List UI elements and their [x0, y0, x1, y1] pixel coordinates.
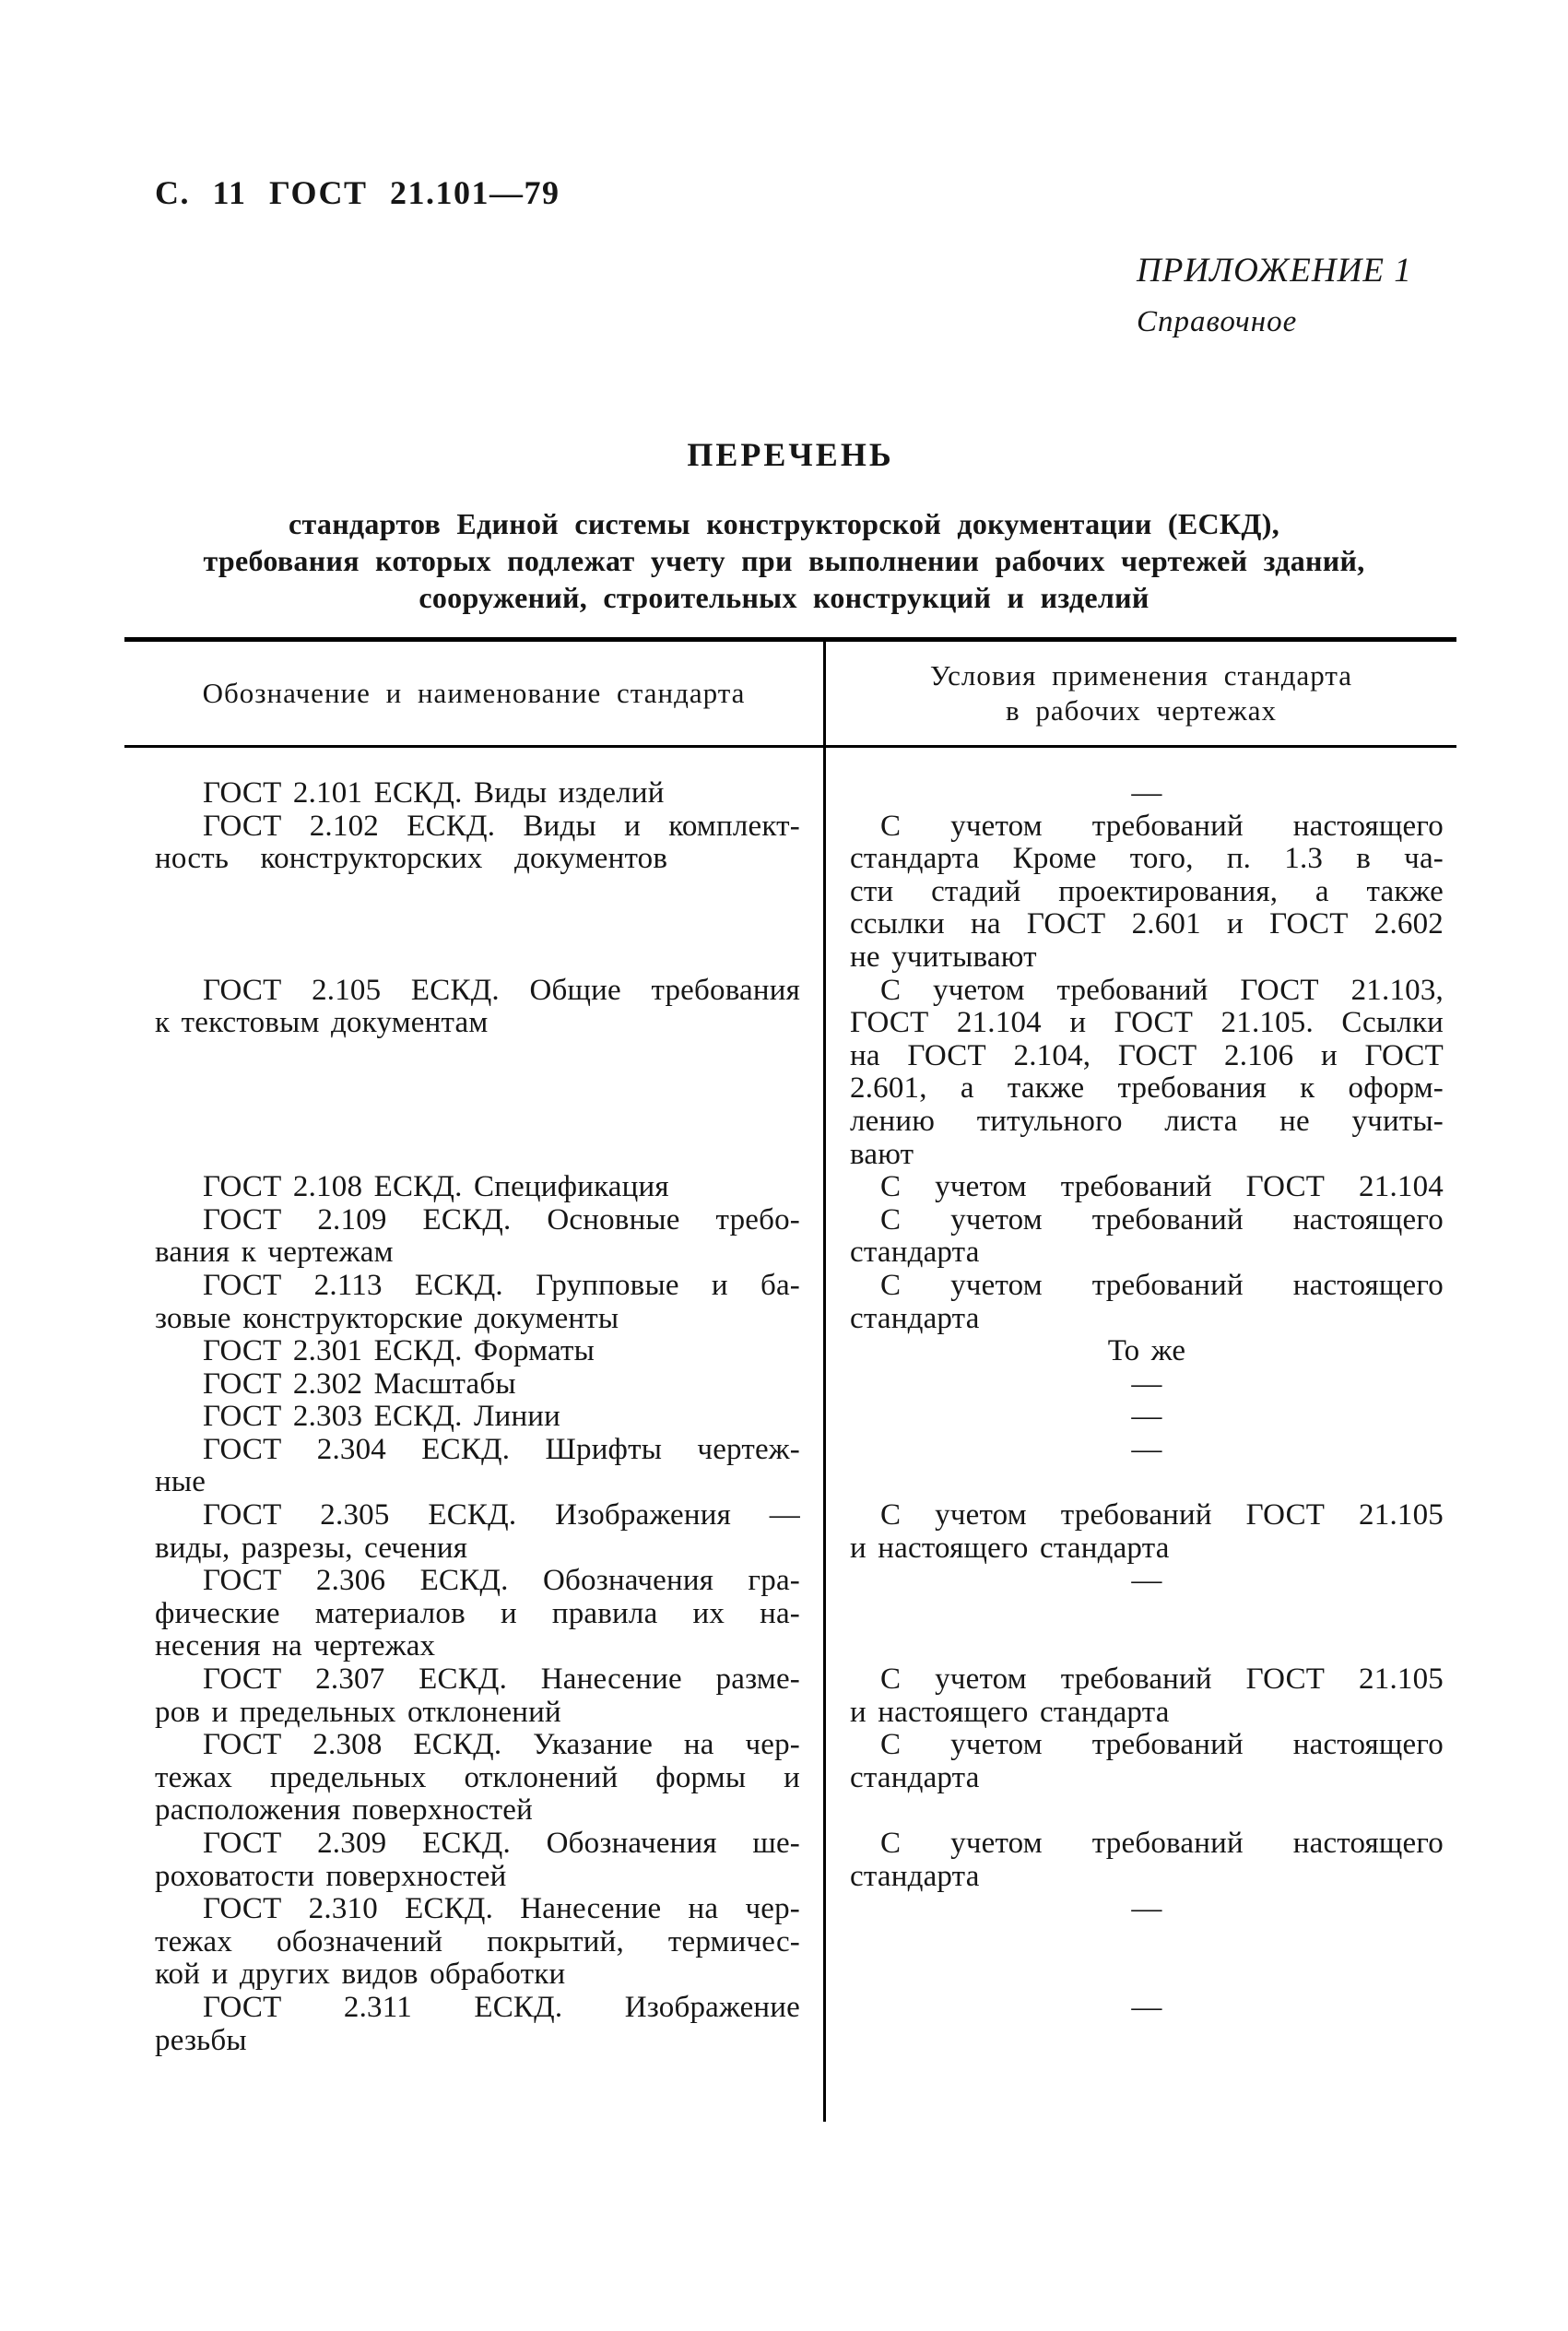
appendix-subtitle: Справочное — [1137, 305, 1298, 338]
text-line: С учетом требований ГОСТ 21.105 — [880, 1498, 1444, 1532]
column-header-designation: Обозначение и наименование стандарта — [124, 642, 826, 745]
text-line: ГОСТ 2.306 ЕСКД. Обозначения гра- — [203, 1564, 800, 1598]
table-header-row — [124, 642, 1456, 745]
text-line: 2.601, а также требования к оформ- — [850, 1071, 1444, 1106]
table-cell-conditions — [826, 1729, 1456, 1828]
table-cell-designation — [124, 777, 826, 811]
table-cell-conditions — [826, 1893, 1456, 1992]
table-cell-designation — [124, 1434, 826, 1499]
text-line: ГОСТ 2.303 ЕСКД. Линии — [203, 1400, 561, 1434]
text-line: ГОСТ 2.302 Масштабы — [203, 1367, 516, 1401]
text-line: ров и предельных отклонений — [155, 1695, 561, 1729]
text-line: ные — [155, 1465, 206, 1499]
column-divider — [823, 748, 826, 2122]
table-cell-designation — [124, 1893, 826, 1992]
text-line: ГОСТ 2.301 ЕСКД. Форматы — [203, 1334, 595, 1368]
text-line: вания к чертежам — [155, 1236, 394, 1270]
table-row — [124, 1335, 1456, 1368]
table-cell-conditions — [826, 1171, 1456, 1204]
table-cell-designation — [124, 1663, 826, 1729]
table-row — [124, 777, 1456, 811]
text-line: ГОСТ 2.309 ЕСКД. Обозначения ше- — [203, 1827, 800, 1860]
table-row — [124, 1893, 1456, 1992]
table-cell-conditions — [826, 1368, 1456, 1402]
table-cell-conditions — [826, 1828, 1456, 1893]
text-line: тежах предельных отклонений формы и — [155, 1760, 800, 1794]
text-line: ГОСТ 2.311 ЕСКД. Изображение — [203, 1990, 800, 2024]
text-line: вают — [850, 1137, 914, 1171]
table-row — [124, 1663, 1456, 1729]
subtitle-line: требования которых подлежат учету при выполнении рабочих чертежей зданий, — [203, 544, 1365, 577]
dash-placeholder: — — [1131, 1892, 1162, 1926]
table-cell-conditions — [826, 975, 1456, 1172]
column-header-conditions — [826, 642, 1456, 745]
table-cell-designation — [124, 1401, 826, 1434]
text-line: С учетом требований ГОСТ 21.103, — [880, 973, 1444, 1007]
column-header-conditions-line1: Условия применения стандарта — [929, 659, 1353, 692]
table-row — [124, 1368, 1456, 1402]
text-line: несения на чертежах — [155, 1629, 436, 1663]
text-line: фические материалов и правила их на- — [155, 1596, 800, 1630]
table-cell-conditions — [826, 1992, 1456, 2057]
table-cell-designation — [124, 1171, 826, 1204]
table-cell-conditions — [826, 1663, 1456, 1729]
table-cell-designation — [124, 1729, 826, 1828]
text-line: лению титульного листа не учиты- — [850, 1104, 1444, 1138]
text-line: не учитывают — [850, 940, 1037, 974]
table-cell-designation — [124, 1270, 826, 1335]
table-row — [124, 1204, 1456, 1270]
text-line: С учетом требований настоящего — [880, 1268, 1444, 1302]
dash-placeholder: — — [1131, 776, 1162, 810]
text-line: зовые конструкторские документы — [155, 1301, 619, 1335]
table-cell-designation — [124, 1499, 826, 1565]
table-cell-conditions — [826, 1401, 1456, 1434]
text-line: ность конструкторских документов — [155, 842, 668, 876]
text-line: кой и других видов обработки — [155, 1958, 566, 1992]
table-row — [124, 1401, 1456, 1434]
text-line: резьбы — [155, 2023, 247, 2057]
text-line: ГОСТ 2.108 ЕСКД. Спецификация — [203, 1170, 669, 1204]
table-cell-conditions — [826, 1335, 1456, 1368]
page-header: С. 11 ГОСТ 21.101—79 — [155, 174, 560, 211]
text-line: С учетом требований ГОСТ 21.104 — [880, 1170, 1444, 1204]
text-line: тежах обозначений покрытий, термичес- — [155, 1924, 800, 1958]
table-row — [124, 1729, 1456, 1828]
table-cell-designation — [124, 1335, 826, 1368]
table-cell-conditions — [826, 1434, 1456, 1499]
table-cell-conditions — [826, 1565, 1456, 1663]
text-line: С учетом требований настоящего — [880, 1202, 1444, 1236]
table-cell-designation — [124, 1368, 826, 1402]
table-cell-designation — [124, 1992, 826, 2057]
text-line: ГОСТ 2.105 ЕСКД. Общие требования — [203, 973, 800, 1007]
text-line: ГОСТ 2.101 ЕСКД. Виды изделий — [203, 776, 665, 810]
text-line: и настоящего стандарта — [850, 1531, 1170, 1565]
standards-table — [124, 637, 1456, 2122]
table-row — [124, 1434, 1456, 1499]
text-line: ссылки на ГОСТ 2.601 и ГОСТ 2.602 — [850, 907, 1444, 941]
table-row — [124, 1171, 1456, 1204]
dash-placeholder: — — [1131, 1564, 1162, 1598]
text-line: ГОСТ 2.113 ЕСКД. Групповые и ба- — [203, 1268, 800, 1302]
text-line: ГОСТ 2.308 ЕСКД. Указание на чер- — [203, 1728, 800, 1762]
text-line: стандарта — [850, 1236, 980, 1270]
table-cell-designation — [124, 1565, 826, 1663]
table-body — [124, 748, 1456, 2122]
text-line: и настоящего стандарта — [850, 1695, 1170, 1729]
text-line: То же — [1107, 1334, 1186, 1368]
text-line: к текстовым документам — [155, 1006, 489, 1040]
text-line: роховатости поверхностей — [155, 1859, 507, 1893]
text-line: ГОСТ 2.305 ЕСКД. Изображения — — [203, 1498, 800, 1532]
table-cell-designation — [124, 975, 826, 1172]
subtitle-line: сооружений, строительных конструкций и изделий — [419, 581, 1149, 614]
text-line: стандарта — [850, 1859, 980, 1893]
text-line: ГОСТ 21.104 и ГОСТ 21.105. Ссылки — [850, 1006, 1444, 1040]
table-row — [124, 1499, 1456, 1565]
subtitle-line: стандартов Единой системы конструкторской документации (ЕСКД), — [288, 507, 1279, 540]
text-line: С учетом требований настоящего — [880, 1728, 1444, 1762]
text-line: сти стадий проектирования, а также — [850, 874, 1444, 908]
document-subtitle — [67, 505, 1501, 616]
text-line: ГОСТ 2.109 ЕСКД. Основные требо- — [203, 1202, 800, 1236]
document-title: ПЕРЕЧЕНЬ — [687, 436, 894, 473]
dash-placeholder: — — [1131, 1990, 1162, 2024]
appendix-block — [1137, 251, 1412, 339]
text-line: стандарта — [850, 1301, 980, 1335]
table-row — [124, 811, 1456, 975]
table-row — [124, 1992, 1456, 2057]
table-cell-conditions — [826, 1204, 1456, 1270]
table-cell-designation — [124, 1204, 826, 1270]
dash-placeholder: — — [1131, 1367, 1162, 1401]
table-cell-conditions — [826, 777, 1456, 811]
table-row — [124, 1270, 1456, 1335]
text-line: на ГОСТ 2.104, ГОСТ 2.106 и ГОСТ — [850, 1038, 1444, 1072]
column-header-conditions-line2: в рабочих чертежах — [1006, 694, 1277, 727]
table-cell-conditions — [826, 811, 1456, 975]
dash-placeholder: — — [1131, 1400, 1162, 1434]
table-cell-designation — [124, 1828, 826, 1893]
text-line: ГОСТ 2.307 ЕСКД. Нанесение разме- — [203, 1662, 800, 1697]
text-line: ГОСТ 2.304 ЕСКД. Шрифты чертеж- — [203, 1432, 800, 1466]
text-line: стандарта Кроме того, п. 1.3 в ча- — [850, 842, 1444, 876]
text-line: виды, разрезы, сечения — [155, 1531, 468, 1565]
dash-placeholder: — — [1131, 1432, 1162, 1466]
appendix-title: ПРИЛОЖЕНИЕ 1 — [1137, 252, 1412, 290]
text-line: расположения поверхностей — [155, 1793, 533, 1828]
table-row — [124, 975, 1456, 1172]
table-row — [124, 1565, 1456, 1663]
text-line: стандарта — [850, 1760, 980, 1794]
table-row — [124, 1828, 1456, 1893]
text-line: ГОСТ 2.310 ЕСКД. Нанесение на чер- — [203, 1892, 800, 1926]
text-line: С учетом требований ГОСТ 21.105 — [880, 1662, 1444, 1697]
text-line: С учетом требований настоящего — [880, 809, 1444, 843]
text-line: С учетом требований настоящего — [880, 1827, 1444, 1860]
table-cell-conditions — [826, 1270, 1456, 1335]
table-cell-designation — [124, 811, 826, 975]
table-cell-conditions — [826, 1499, 1456, 1565]
text-line: ГОСТ 2.102 ЕСКД. Виды и комплект- — [203, 809, 800, 843]
